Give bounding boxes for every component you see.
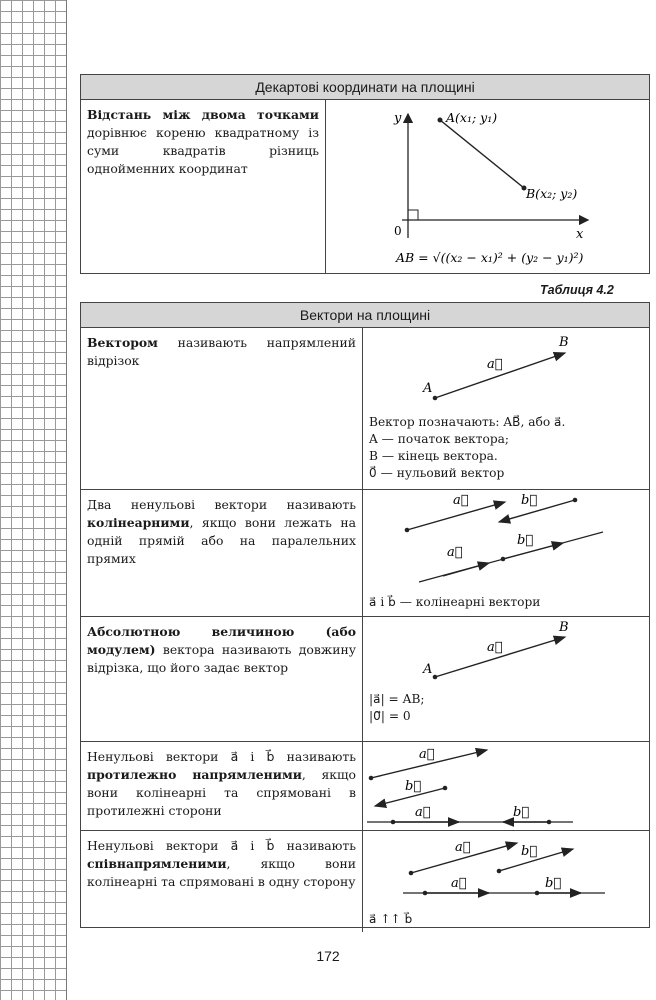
codirectional-definition: Ненульові вектори a⃗ і b⃗ називають співнапрямленими, якщо вони колінеарні та спрямовані в одну сторону bbox=[81, 831, 363, 932]
collinear-note: a⃗ і b⃗ — колінеарні вектори bbox=[369, 595, 541, 609]
term-distance: Відстань між двома точками bbox=[87, 107, 319, 122]
label-a: A bbox=[423, 381, 433, 396]
codirectional-figure bbox=[363, 831, 649, 932]
svg-text:A: A bbox=[423, 662, 433, 677]
label-vector-a: a⃗ bbox=[453, 493, 469, 508]
term-vector: Вектором bbox=[87, 335, 158, 350]
table-header: Вектори на площині bbox=[81, 303, 649, 328]
table-row bbox=[81, 489, 649, 616]
vector-figure bbox=[363, 328, 649, 489]
term-codirectional: співнапрямленими bbox=[87, 856, 227, 871]
svg-text:a⃗: a⃗ bbox=[487, 640, 503, 655]
term-opposite: протилежно напрямленими bbox=[87, 767, 302, 782]
svg-text:a⃗: a⃗ bbox=[419, 747, 435, 762]
label-vector-a: a⃗ bbox=[487, 357, 503, 372]
table-row bbox=[81, 741, 649, 830]
graph-paper-margin bbox=[0, 0, 67, 1000]
svg-text:a⃗: a⃗ bbox=[451, 876, 467, 891]
origin-label: 0 bbox=[394, 224, 402, 238]
label-b: B bbox=[559, 335, 569, 350]
term-modulus: Абсолютною величиною (або модулем) bbox=[87, 624, 356, 657]
collinear-figure bbox=[363, 490, 649, 616]
point-b-label: B(x₂; y₂) bbox=[526, 186, 578, 201]
page-number: 172 bbox=[316, 948, 340, 964]
point-a bbox=[433, 396, 438, 401]
svg-text:b⃗: b⃗ bbox=[521, 844, 538, 859]
term-collinear: колінеарними bbox=[87, 515, 190, 530]
distance-definition bbox=[81, 100, 326, 274]
table-header: Декартові координати на площині bbox=[81, 75, 649, 100]
svg-text:B: B bbox=[559, 620, 569, 635]
modulus-notes: |a⃗| = AB; |0⃗| = 0 bbox=[369, 692, 425, 723]
point-a bbox=[438, 118, 443, 123]
modulus-figure bbox=[363, 617, 649, 741]
svg-text:b⃗: b⃗ bbox=[545, 876, 562, 891]
vector-definition: Вектором називають напрямлений відрізок bbox=[81, 328, 363, 489]
definition-text: дорівнює кореню квадратному із суми квадратів різниць однойменних координат bbox=[87, 125, 319, 176]
svg-text:a⃗: a⃗ bbox=[455, 840, 471, 855]
table-row bbox=[81, 830, 649, 932]
codirectional-note: a⃗ ↑↑ b⃗ bbox=[369, 912, 413, 926]
point-a-label: A(x₁; y₁) bbox=[446, 110, 498, 125]
opposite-figure bbox=[363, 742, 649, 830]
modulus-definition: Абсолютною величиною (або модулем) вектора називають довжину відрізка, що його задає вектор bbox=[81, 617, 363, 741]
svg-text:b⃗: b⃗ bbox=[517, 533, 534, 548]
table-caption: Таблиця 4.2 bbox=[540, 283, 614, 297]
opposite-definition: Ненульові вектори a⃗ і b⃗ називають протилежно напрямленими, якщо вони колінеарні та спрямовані в протилежні сторони bbox=[81, 742, 363, 830]
distance-formula: AB = √((x₂ − x₁)² + (y₂ − y₁)²) bbox=[396, 250, 584, 265]
svg-text:b⃗: b⃗ bbox=[513, 805, 530, 820]
x-label: x bbox=[576, 227, 584, 242]
label-vector-b: b⃗ bbox=[521, 493, 538, 508]
collinear-definition: Два ненульові вектори називають колінеарними, якщо вони лежать на одній прямій або на паралельних прямих bbox=[81, 490, 363, 616]
svg-text:a⃗: a⃗ bbox=[447, 545, 463, 560]
distance-figure bbox=[326, 100, 649, 274]
svg-text:b⃗: b⃗ bbox=[405, 779, 422, 794]
segment-ab bbox=[440, 120, 524, 188]
table-row bbox=[81, 616, 649, 741]
table-row bbox=[81, 328, 649, 489]
svg-text:a⃗: a⃗ bbox=[415, 805, 431, 820]
table-vectors bbox=[80, 302, 650, 928]
y-label: y bbox=[394, 111, 402, 126]
table-cartesian-coordinates bbox=[80, 74, 650, 274]
coordinate-diagram bbox=[326, 100, 648, 274]
vector-notes: Вектор позначають: AB⃗, або a⃗. A — початок вектора; B — кінець вектора. 0⃗ — нульовий вектор bbox=[369, 415, 566, 480]
